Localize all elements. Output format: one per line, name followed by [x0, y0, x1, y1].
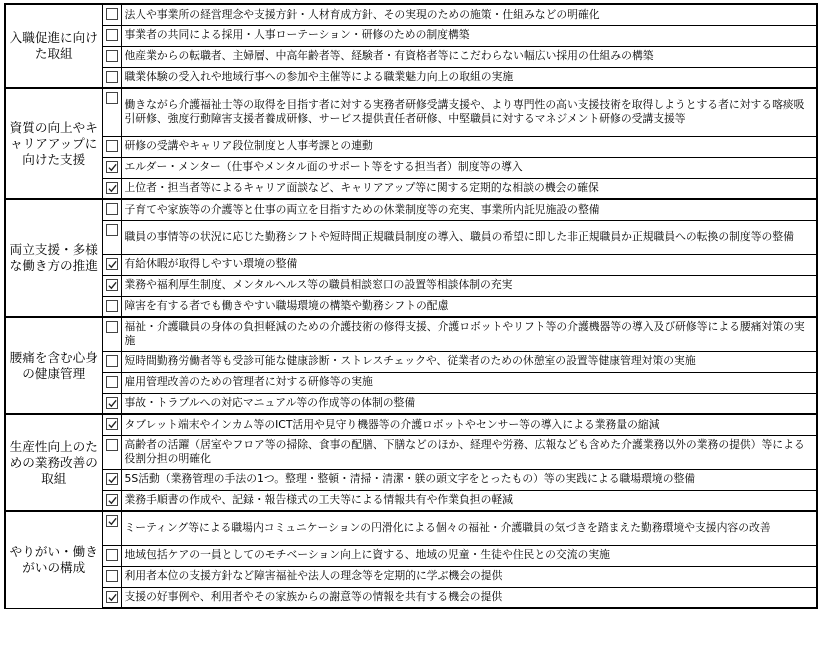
checklist-row	[5, 199, 817, 220]
category-cell	[5, 88, 102, 199]
checkbox-unchecked[interactable]	[106, 300, 118, 312]
category-cell	[5, 414, 102, 511]
category-label: 入職促進に向けた取組	[9, 30, 98, 61]
checkbox-unchecked[interactable]	[106, 29, 118, 41]
checkbox-checked[interactable]	[106, 397, 118, 409]
checklist-row	[5, 414, 817, 435]
check-mark-icon	[108, 184, 117, 193]
check-mark-icon	[108, 399, 117, 408]
category-label: 資質の向上やキャリアアップに向けた支援	[9, 119, 98, 167]
checkbox-checked[interactable]	[106, 279, 118, 291]
category-label: 腰痛を含む心身の健康管理	[9, 349, 98, 381]
item-text: 研修の受講やキャリア段位制度と人事考課との連動	[121, 136, 817, 157]
checklist-row	[5, 136, 817, 157]
checklist-row	[5, 296, 817, 317]
category-cell	[5, 199, 102, 317]
checkbox-cell	[102, 157, 121, 178]
checklist-row	[5, 435, 817, 469]
checklist-row	[5, 4, 817, 25]
checkbox-unchecked[interactable]	[106, 92, 118, 104]
checkbox-unchecked[interactable]	[106, 8, 118, 20]
checklist-row	[5, 275, 817, 296]
checkbox-checked[interactable]	[106, 515, 118, 527]
checklist-table	[4, 3, 818, 609]
item-text: 支援の好事例や、利用者やその家族からの謝意等の情報を共有する機会の提供	[121, 587, 817, 608]
checkbox-cell	[102, 587, 121, 608]
checklist-row	[5, 178, 817, 199]
item-text: タブレット端末やインカム等のICT活用や見守り機器等の介護ロボットやセンサー等の導入による業務量の縮減	[121, 414, 817, 435]
checkbox-cell	[102, 25, 121, 46]
checkbox-cell	[102, 136, 121, 157]
item-text: 法人や事業所の経営理念や支援方針・人材育成方針、その実現のための施策・仕組みなどの明確化	[121, 4, 817, 25]
check-mark-icon	[108, 281, 117, 290]
checklist-row	[5, 393, 817, 414]
checklist-row	[5, 372, 817, 393]
checklist-row	[5, 46, 817, 67]
checkbox-cell	[102, 46, 121, 67]
item-text: 有給休暇が取得しやすい環境の整備	[121, 254, 817, 275]
checklist-row	[5, 25, 817, 46]
check-mark-icon	[108, 496, 117, 505]
checkbox-cell	[102, 414, 121, 435]
item-text: 短時間勤務労働者等も受診可能な健康診断・ストレスチェックや、従業者のための休憩室の設置等健康管理対策の実施	[121, 351, 817, 372]
category-cell	[5, 511, 102, 608]
checklist-row	[5, 220, 817, 254]
item-text: 高齢者の活躍（居室やフロア等の掃除、食事の配膳、下膳などのほか、経理や労務、広報なども含めた介護業務以外の業務の提供）等による役割分担の明確化	[121, 435, 817, 469]
checklist-row	[5, 511, 817, 545]
checkbox-cell	[102, 490, 121, 511]
checkbox-cell	[102, 393, 121, 414]
checkbox-checked[interactable]	[106, 494, 118, 506]
check-mark-icon	[108, 517, 117, 526]
checklist-row	[5, 88, 817, 136]
item-text: 働きながら介護福祉士等の取得を目指す者に対する実務者研修受講支援や、より専門性の高い支援技術を取得しようとする者に対する喀痰吸引研修、強度行動障害支援者養成研修、サービス提供責任者研修、中堅職員に対するマネジメント研修の受講支援等	[121, 88, 817, 136]
checkbox-checked[interactable]	[106, 591, 118, 603]
checkbox-checked[interactable]	[106, 473, 118, 485]
checkbox-checked[interactable]	[106, 182, 118, 194]
item-text: 5S活動（業務管理の手法の1つ。整理・整頓・清掃・清潔・躾の頭文字をとったもの）等の実践による職場環境の整備	[121, 469, 817, 490]
checkbox-unchecked[interactable]	[106, 570, 118, 582]
check-mark-icon	[108, 593, 117, 602]
checkbox-cell	[102, 67, 121, 88]
check-mark-icon	[108, 420, 117, 429]
item-text: ミーティング等による職場内コミュニケーションの円滑化による個々の福祉・介護職員の気づきを踏まえた勤務環境や支援内容の改善	[121, 511, 817, 545]
checkbox-cell	[102, 178, 121, 199]
item-text: 事故・トラブルへの対応マニュアル等の作成等の体制の整備	[121, 393, 817, 414]
checkbox-unchecked[interactable]	[106, 140, 118, 152]
item-text: 業務手順書の作成や、記録・報告様式の工夫等による情報共有や作業負担の軽減	[121, 490, 817, 511]
checkbox-cell	[102, 254, 121, 275]
checklist-row	[5, 317, 817, 351]
checkbox-cell	[102, 220, 121, 254]
check-mark-icon	[108, 475, 117, 484]
item-text: 利用者本位の支援方針など障害福祉や法人の理念等を定期的に学ぶ機会の提供	[121, 566, 817, 587]
item-text: 福祉・介護職員の身体の負担軽減のための介護技術の修得支援、介護ロボットやリフト等の介護機器等の導入及び研修等による腰痛対策の実施	[121, 317, 817, 351]
checkbox-unchecked[interactable]	[106, 71, 118, 83]
checkbox-unchecked[interactable]	[106, 376, 118, 388]
category-label: やりがい・働きがいの構成	[9, 543, 98, 575]
checkbox-cell	[102, 435, 121, 469]
checkbox-unchecked[interactable]	[106, 549, 118, 561]
checkbox-cell	[102, 4, 121, 25]
item-text: 職員の事情等の状況に応じた勤務シフトや短時間正規職員制度の導入、職員の希望に即した非正規職員か正規職員への転換の制度等の整備	[121, 220, 817, 254]
checkbox-unchecked[interactable]	[106, 203, 118, 215]
check-mark-icon	[108, 163, 117, 172]
item-text: 他産業からの転職者、主婦層、中高年齢者等、経験者・有資格者等にこだわらない幅広い採用の仕組みの構築	[121, 46, 817, 67]
checkbox-cell	[102, 566, 121, 587]
checkbox-unchecked[interactable]	[106, 439, 118, 451]
checkbox-cell	[102, 317, 121, 351]
checklist-row	[5, 587, 817, 608]
checklist-row	[5, 351, 817, 372]
checklist-row	[5, 157, 817, 178]
checkbox-cell	[102, 275, 121, 296]
checkbox-cell	[102, 469, 121, 490]
checkbox-cell	[102, 351, 121, 372]
item-text: 事業者の共同による採用・人事ローテーション・研修のための制度構築	[121, 25, 817, 46]
checkbox-cell	[102, 511, 121, 545]
checkbox-cell	[102, 296, 121, 317]
checkbox-cell	[102, 545, 121, 566]
check-mark-icon	[108, 260, 117, 269]
item-text: 子育てや家族等の介護等と仕事の両立を目指すための休業制度等の充実、事業所内託児施設の整備	[121, 199, 817, 220]
checklist-row	[5, 545, 817, 566]
checkbox-checked[interactable]	[106, 418, 118, 430]
item-text: 障害を有する者でも働きやすい職場環境の構築や勤務シフトの配慮	[121, 296, 817, 317]
item-text: 業務や福利厚生制度、メンタルヘルス等の職員相談窓口の設置等相談体制の充実	[121, 275, 817, 296]
checkbox-unchecked[interactable]	[106, 50, 118, 62]
checklist-row	[5, 67, 817, 88]
checkbox-unchecked[interactable]	[106, 224, 118, 236]
checkbox-cell	[102, 88, 121, 136]
checkbox-cell	[102, 199, 121, 220]
checkbox-checked[interactable]	[106, 258, 118, 270]
checklist-row	[5, 490, 817, 511]
checkbox-checked[interactable]	[106, 161, 118, 173]
category-cell	[5, 317, 102, 414]
checklist-row	[5, 469, 817, 490]
category-label: 両立支援・多様な働き方の推進	[9, 242, 98, 273]
category-label: 生産性向上のための業務改善の取組	[9, 438, 98, 486]
item-text: 職業体験の受入れや地域行事への参加や主催等による職業魅力向上の取組の実施	[121, 67, 817, 88]
checkbox-unchecked[interactable]	[106, 321, 118, 333]
item-text: エルダー・メンター（仕事やメンタル面のサポート等をする担当者）制度等の導入	[121, 157, 817, 178]
checkbox-unchecked[interactable]	[106, 355, 118, 367]
item-text: 地域包括ケアの一員としてのモチベーション向上に資する、地域の児童・生徒や住民との交流の実施	[121, 545, 817, 566]
checkbox-cell	[102, 372, 121, 393]
item-text: 雇用管理改善のための管理者に対する研修等の実施	[121, 372, 817, 393]
category-cell	[5, 4, 102, 88]
checklist-row	[5, 566, 817, 587]
item-text: 上位者・担当者等によるキャリア面談など、キャリアアップ等に関する定期的な相談の機会の確保	[121, 178, 817, 199]
checklist-row	[5, 254, 817, 275]
